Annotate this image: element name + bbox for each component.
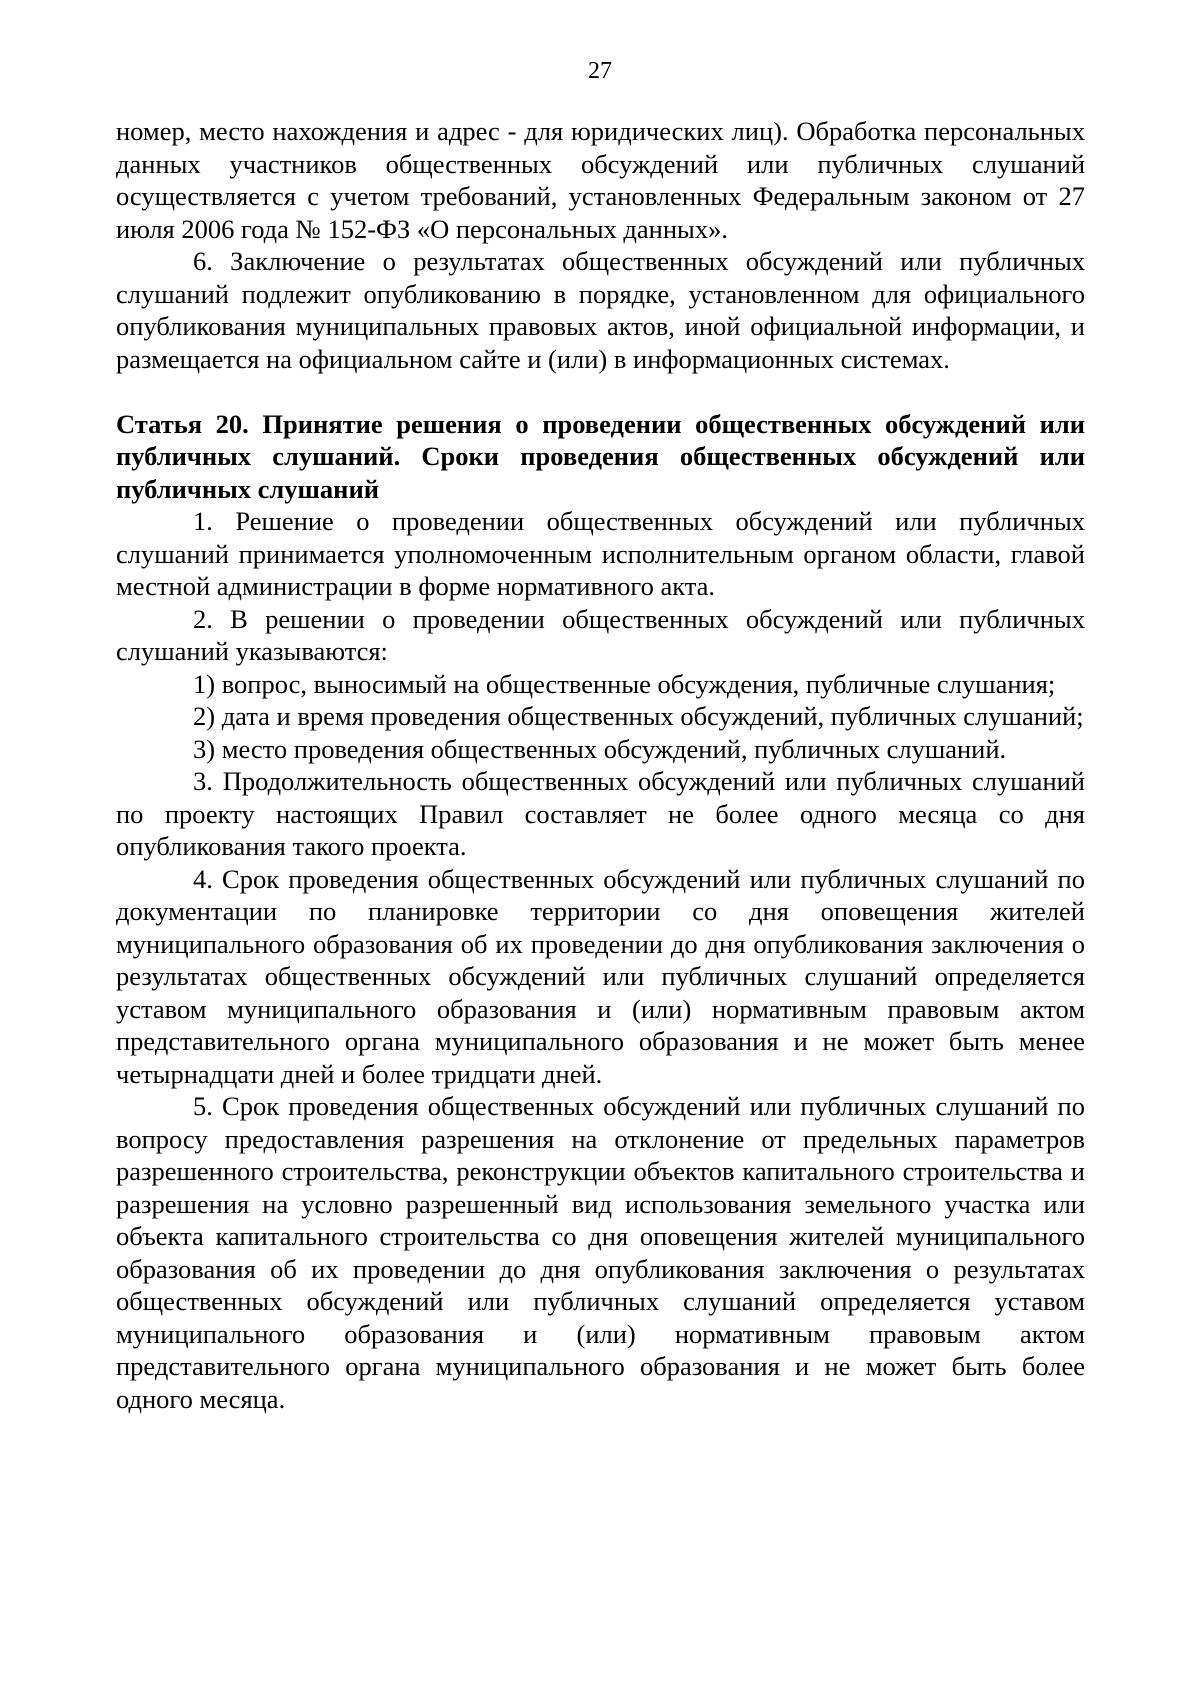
list-item-3: 3) место проведения общественных обсуждений, публичных слушаний. [193,733,1007,764]
page-number: 27 [588,58,612,84]
paragraph-item-6: 6. Заключение о результатах общественных обсуждений или публичных слушаний подлежит опубликованию в порядке, установленном для официального опубликования муниципальных правовых актов, иной официальной информации, и размещается на официальном сайте и (или) в информационных системах. [116,246,1085,374]
document-body [116,115,1085,1415]
list-item-1: 1) вопрос, выносимый на общественные обсуждения, публичные слушания; [193,668,1056,699]
article-20-title: Статья 20. Принятие решения о проведении общественных обсуждений или публичных слушаний. Сроки проведения общественных обсуждений или публичных слушаний [116,408,1085,504]
article-paragraph-2: 2. В решении о проведении общественных обсуждений или публичных слушаний указываются: [116,603,1085,666]
article-paragraph-1: 1. Решение о проведении общественных обсуждений или публичных слушаний принимается уполномоченным исполнительным органом области, главой местной администрации в форме нормативного акта. [116,506,1085,601]
paragraph-continuation: номер, место нахождения и адрес - для юридических лиц). Обработка персональных данных участников общественных обсуждений или публичных слушаний осуществляется с учетом требований, установленных Федеральным законом от 27 июля 2006 года № 152-ФЗ «О персональных данных». [116,116,1085,244]
article-paragraph-4: 4. Срок проведения общественных обсуждений или публичных слушаний по документации по планировке территории со дня оповещения жителей муниципального образования об их проведении до дня опубликования заключения о результатах общественных обсуждений или публичных слушаний определяется уставом муниципального образования и (или) нормативным правовым актом представительного органа муниципального образования и не может быть менее четырнадцати дней и более тридцати дней. [116,863,1085,1089]
article-paragraph-5: 5. Срок проведения общественных обсуждений или публичных слушаний по вопросу предоставления разрешения на отклонение от предельных параметров разрешенного строительства, реконструкции объектов капитального строительства и разрешения на условно разрешенный вид использования земельного участка или объекта капитального строительства со дня оповещения жителей муниципального образования об их проведении до дня опубликования заключения о результатах общественных обсуждений или публичных слушаний определяется уставом муниципального образования и (или) нормативным правовым актом представительного органа муниципального образования и не может быть более одного месяца. [116,1091,1085,1414]
list-item-2: 2) дата и время проведения общественных обсуждений, публичных слушаний; [193,701,1084,731]
article-paragraph-3: 3. Продолжительность общественных обсуждений или публичных слушаний по проекту настоящих Правил составляет не более одного месяца со дня опубликования такого проекта. [116,766,1085,861]
blank-line [116,375,1085,408]
